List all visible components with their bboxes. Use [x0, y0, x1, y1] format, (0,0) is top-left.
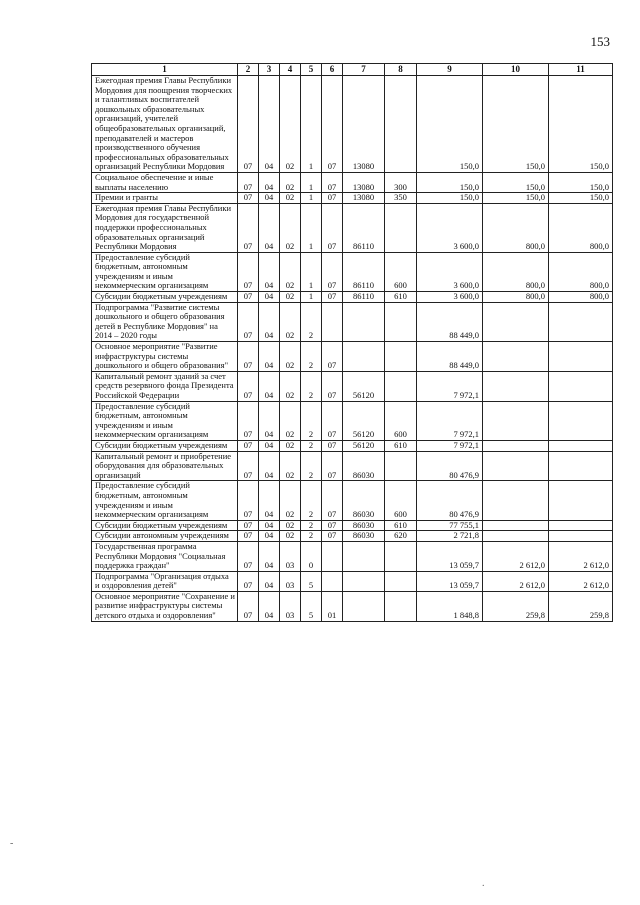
code-cell: 07 — [322, 531, 343, 542]
table-row — [92, 481, 613, 520]
code-cell: 07 — [238, 342, 259, 372]
code-cell: 04 — [259, 302, 280, 341]
amount-cell: 259,8 — [483, 591, 549, 621]
table-body — [92, 76, 613, 622]
code-cell — [385, 591, 417, 621]
column-header: 10 — [483, 64, 549, 76]
row-name: Ежегодная премия Главы Республики Мордовия для поощрения творческих и талантливых воспитателей дошкольных образовательных организаций, учителей общеобразовательных организаций, преподавателей и мастеров производственного обучения профессиональных образовательных организаций Республики Мордовия — [92, 76, 238, 173]
row-name: Капитальный ремонт зданий за счет средств резервного фонда Президента Российской Федерации — [92, 371, 238, 401]
amount-cell: 2 721,8 — [417, 531, 483, 542]
code-cell: 02 — [280, 193, 301, 204]
code-cell: 04 — [259, 252, 280, 291]
code-cell: 07 — [238, 371, 259, 401]
code-cell: 02 — [280, 440, 301, 451]
code-cell — [385, 76, 417, 173]
budget-table — [91, 63, 613, 622]
column-header: 1 — [92, 64, 238, 76]
code-cell: 2 — [301, 342, 322, 372]
table-row — [92, 292, 613, 303]
amount-cell — [483, 401, 549, 440]
code-cell: 07 — [322, 342, 343, 372]
code-cell: 350 — [385, 193, 417, 204]
code-cell: 610 — [385, 520, 417, 531]
code-cell: 07 — [238, 481, 259, 520]
code-cell: 03 — [280, 591, 301, 621]
amount-cell: 88 449,0 — [417, 342, 483, 372]
code-cell: 610 — [385, 292, 417, 303]
code-cell: 2 — [301, 520, 322, 531]
amount-cell: 150,0 — [483, 76, 549, 173]
code-cell: 1 — [301, 252, 322, 291]
code-cell: 03 — [280, 571, 301, 591]
code-cell: 02 — [280, 302, 301, 341]
amount-cell — [549, 440, 613, 451]
code-cell: 1 — [301, 193, 322, 204]
amount-cell: 2 612,0 — [549, 571, 613, 591]
table-row — [92, 76, 613, 173]
code-cell: 610 — [385, 440, 417, 451]
row-name: Государственная программа Республики Мордовия "Социальная поддержка граждан" — [92, 541, 238, 571]
code-cell: 07 — [238, 172, 259, 192]
code-cell: 04 — [259, 531, 280, 542]
column-header: 11 — [549, 64, 613, 76]
code-cell — [322, 541, 343, 571]
code-cell — [343, 302, 385, 341]
code-cell: 2 — [301, 371, 322, 401]
code-cell: 07 — [238, 292, 259, 303]
amount-cell — [483, 481, 549, 520]
table-row — [92, 591, 613, 621]
code-cell: 04 — [259, 541, 280, 571]
table-row — [92, 203, 613, 252]
code-cell: 86030 — [343, 451, 385, 481]
code-cell: 04 — [259, 342, 280, 372]
code-cell: 07 — [322, 440, 343, 451]
code-cell: 07 — [238, 252, 259, 291]
amount-cell: 150,0 — [549, 76, 613, 173]
page-number: 153 — [590, 34, 610, 49]
code-cell: 04 — [259, 292, 280, 303]
code-cell: 07 — [322, 172, 343, 192]
amount-cell — [549, 302, 613, 341]
code-cell: 07 — [322, 481, 343, 520]
code-cell: 07 — [238, 401, 259, 440]
code-cell: 04 — [259, 371, 280, 401]
amount-cell: 800,0 — [483, 203, 549, 252]
code-cell: 56120 — [343, 401, 385, 440]
code-cell: 02 — [280, 76, 301, 173]
code-cell: 86030 — [343, 531, 385, 542]
code-cell: 0 — [301, 541, 322, 571]
amount-cell: 3 600,0 — [417, 203, 483, 252]
table-row — [92, 451, 613, 481]
amount-cell — [483, 531, 549, 542]
amount-cell — [483, 371, 549, 401]
table-row — [92, 401, 613, 440]
code-cell: 02 — [280, 451, 301, 481]
row-name: Подпрограмма "Развитие системы дошкольного и общего образования детей в Республике Мордовия" на 2014 – 2020 годы — [92, 302, 238, 341]
code-cell — [343, 541, 385, 571]
row-name: Субсидии бюджетным учреждениям — [92, 440, 238, 451]
row-name: Социальное обеспечение и иные выплаты населению — [92, 172, 238, 192]
code-cell: 04 — [259, 172, 280, 192]
amount-cell — [483, 520, 549, 531]
table-row — [92, 342, 613, 372]
amount-cell — [549, 342, 613, 372]
code-cell: 5 — [301, 591, 322, 621]
table-header-row — [92, 64, 613, 76]
table-row — [92, 440, 613, 451]
code-cell: 04 — [259, 203, 280, 252]
scan-mark: . — [482, 878, 485, 889]
code-cell — [343, 591, 385, 621]
code-cell: 02 — [280, 371, 301, 401]
row-name: Субсидии автономным учреждениям — [92, 531, 238, 542]
code-cell: 07 — [322, 292, 343, 303]
amount-cell: 80 476,9 — [417, 451, 483, 481]
table-row — [92, 571, 613, 591]
code-cell: 02 — [280, 520, 301, 531]
code-cell — [385, 371, 417, 401]
amount-cell: 1 848,8 — [417, 591, 483, 621]
code-cell — [322, 571, 343, 591]
column-header: 9 — [417, 64, 483, 76]
code-cell: 04 — [259, 401, 280, 440]
column-header: 8 — [385, 64, 417, 76]
code-cell: 86110 — [343, 292, 385, 303]
amount-cell: 800,0 — [549, 203, 613, 252]
code-cell — [343, 571, 385, 591]
row-name: Капитальный ремонт и приобретение оборудования для образовательных организаций — [92, 451, 238, 481]
code-cell: 07 — [322, 76, 343, 173]
code-cell: 2 — [301, 451, 322, 481]
column-header: 3 — [259, 64, 280, 76]
amount-cell — [549, 531, 613, 542]
code-cell: 07 — [238, 451, 259, 481]
code-cell — [385, 541, 417, 571]
table-row — [92, 520, 613, 531]
code-cell: 13080 — [343, 76, 385, 173]
amount-cell: 2 612,0 — [483, 541, 549, 571]
code-cell: 600 — [385, 481, 417, 520]
row-name: Предоставление субсидий бюджетным, автономным учреждениям и иным некоммерческим организациям — [92, 481, 238, 520]
row-name: Предоставление субсидий бюджетным, автономным учреждениям и иным некоммерческим организациям — [92, 401, 238, 440]
code-cell: 86110 — [343, 203, 385, 252]
amount-cell: 150,0 — [549, 172, 613, 192]
code-cell: 07 — [322, 203, 343, 252]
code-cell: 2 — [301, 440, 322, 451]
column-header: 2 — [238, 64, 259, 76]
code-cell: 07 — [238, 520, 259, 531]
code-cell: 07 — [238, 571, 259, 591]
amount-cell: 150,0 — [417, 76, 483, 173]
code-cell: 01 — [322, 591, 343, 621]
code-cell: 56120 — [343, 440, 385, 451]
code-cell: 2 — [301, 481, 322, 520]
row-name: Премии и гранты — [92, 193, 238, 204]
table-row — [92, 252, 613, 291]
code-cell: 1 — [301, 203, 322, 252]
code-cell: 2 — [301, 401, 322, 440]
table-row — [92, 531, 613, 542]
code-cell: 04 — [259, 481, 280, 520]
code-cell: 02 — [280, 342, 301, 372]
code-cell: 07 — [322, 371, 343, 401]
table-row — [92, 302, 613, 341]
code-cell: 600 — [385, 252, 417, 291]
code-cell: 07 — [322, 193, 343, 204]
code-cell: 04 — [259, 76, 280, 173]
amount-cell: 800,0 — [483, 252, 549, 291]
code-cell: 2 — [301, 531, 322, 542]
code-cell — [385, 451, 417, 481]
code-cell: 03 — [280, 541, 301, 571]
amount-cell: 2 612,0 — [483, 571, 549, 591]
column-header: 6 — [322, 64, 343, 76]
code-cell: 07 — [322, 401, 343, 440]
code-cell: 2 — [301, 302, 322, 341]
amount-cell: 7 972,1 — [417, 371, 483, 401]
amount-cell: 2 612,0 — [549, 541, 613, 571]
table-row — [92, 371, 613, 401]
amount-cell: 80 476,9 — [417, 481, 483, 520]
code-cell: 07 — [238, 203, 259, 252]
amount-cell: 150,0 — [483, 172, 549, 192]
code-cell — [322, 302, 343, 341]
amount-cell — [483, 440, 549, 451]
amount-cell: 800,0 — [483, 292, 549, 303]
column-header: 4 — [280, 64, 301, 76]
code-cell: 86110 — [343, 252, 385, 291]
code-cell: 07 — [238, 76, 259, 173]
amount-cell: 150,0 — [417, 193, 483, 204]
row-name: Субсидии бюджетным учреждениям — [92, 292, 238, 303]
code-cell: 1 — [301, 76, 322, 173]
code-cell: 04 — [259, 571, 280, 591]
row-name: Основное мероприятие "Сохранение и развитие инфраструктуры системы детского отдыха и оздоровления" — [92, 591, 238, 621]
code-cell: 07 — [322, 451, 343, 481]
amount-cell — [549, 520, 613, 531]
code-cell: 07 — [238, 302, 259, 341]
code-cell: 07 — [238, 591, 259, 621]
code-cell: 02 — [280, 531, 301, 542]
row-name: Субсидии бюджетным учреждениям — [92, 520, 238, 531]
amount-cell — [549, 481, 613, 520]
code-cell: 620 — [385, 531, 417, 542]
code-cell: 02 — [280, 203, 301, 252]
code-cell: 07 — [238, 440, 259, 451]
code-cell: 56120 — [343, 371, 385, 401]
code-cell: 07 — [238, 193, 259, 204]
code-cell: 02 — [280, 292, 301, 303]
code-cell — [385, 302, 417, 341]
column-header: 5 — [301, 64, 322, 76]
code-cell: 13080 — [343, 193, 385, 204]
row-name: Предоставление субсидий бюджетным, автономным учреждениям и иным некоммерческим организациям — [92, 252, 238, 291]
amount-cell: 7 972,1 — [417, 401, 483, 440]
table-row — [92, 541, 613, 571]
code-cell: 02 — [280, 401, 301, 440]
amount-cell: 13 059,7 — [417, 571, 483, 591]
amount-cell: 800,0 — [549, 252, 613, 291]
row-name: Ежегодная премия Главы Республики Мордовия для государственной поддержки профессиональных образовательных организаций Республики Мордовия — [92, 203, 238, 252]
row-name: Подпрограмма "Организация отдыха и оздоровления детей" — [92, 571, 238, 591]
amount-cell: 3 600,0 — [417, 252, 483, 291]
code-cell — [385, 571, 417, 591]
amount-cell: 800,0 — [549, 292, 613, 303]
amount-cell — [483, 342, 549, 372]
table-row — [92, 172, 613, 192]
code-cell: 04 — [259, 520, 280, 531]
code-cell: 04 — [259, 451, 280, 481]
code-cell: 86030 — [343, 520, 385, 531]
code-cell: 02 — [280, 481, 301, 520]
table-row — [92, 193, 613, 204]
code-cell: 04 — [259, 591, 280, 621]
code-cell: 07 — [322, 252, 343, 291]
amount-cell — [549, 451, 613, 481]
code-cell: 04 — [259, 440, 280, 451]
code-cell: 300 — [385, 172, 417, 192]
amount-cell: 7 972,1 — [417, 440, 483, 451]
code-cell: 600 — [385, 401, 417, 440]
code-cell: 5 — [301, 571, 322, 591]
code-cell — [385, 203, 417, 252]
code-cell: 86030 — [343, 481, 385, 520]
amount-cell: 150,0 — [549, 193, 613, 204]
amount-cell: 77 755,1 — [417, 520, 483, 531]
amount-cell — [483, 302, 549, 341]
amount-cell: 88 449,0 — [417, 302, 483, 341]
column-header: 7 — [343, 64, 385, 76]
amount-cell: 13 059,7 — [417, 541, 483, 571]
amount-cell: 3 600,0 — [417, 292, 483, 303]
amount-cell: 150,0 — [483, 193, 549, 204]
code-cell: 04 — [259, 193, 280, 204]
amount-cell — [549, 371, 613, 401]
code-cell: 07 — [238, 541, 259, 571]
code-cell: 02 — [280, 252, 301, 291]
code-cell: 1 — [301, 172, 322, 192]
code-cell: 07 — [238, 531, 259, 542]
code-cell: 13080 — [343, 172, 385, 192]
amount-cell — [549, 401, 613, 440]
code-cell — [385, 342, 417, 372]
row-name: Основное мероприятие "Развитие инфраструктуры системы дошкольного и общего образования" — [92, 342, 238, 372]
code-cell: 07 — [322, 520, 343, 531]
scan-mark: - — [10, 838, 14, 849]
amount-cell — [483, 451, 549, 481]
amount-cell: 150,0 — [417, 172, 483, 192]
code-cell: 02 — [280, 172, 301, 192]
amount-cell: 259,8 — [549, 591, 613, 621]
code-cell: 1 — [301, 292, 322, 303]
code-cell — [343, 342, 385, 372]
